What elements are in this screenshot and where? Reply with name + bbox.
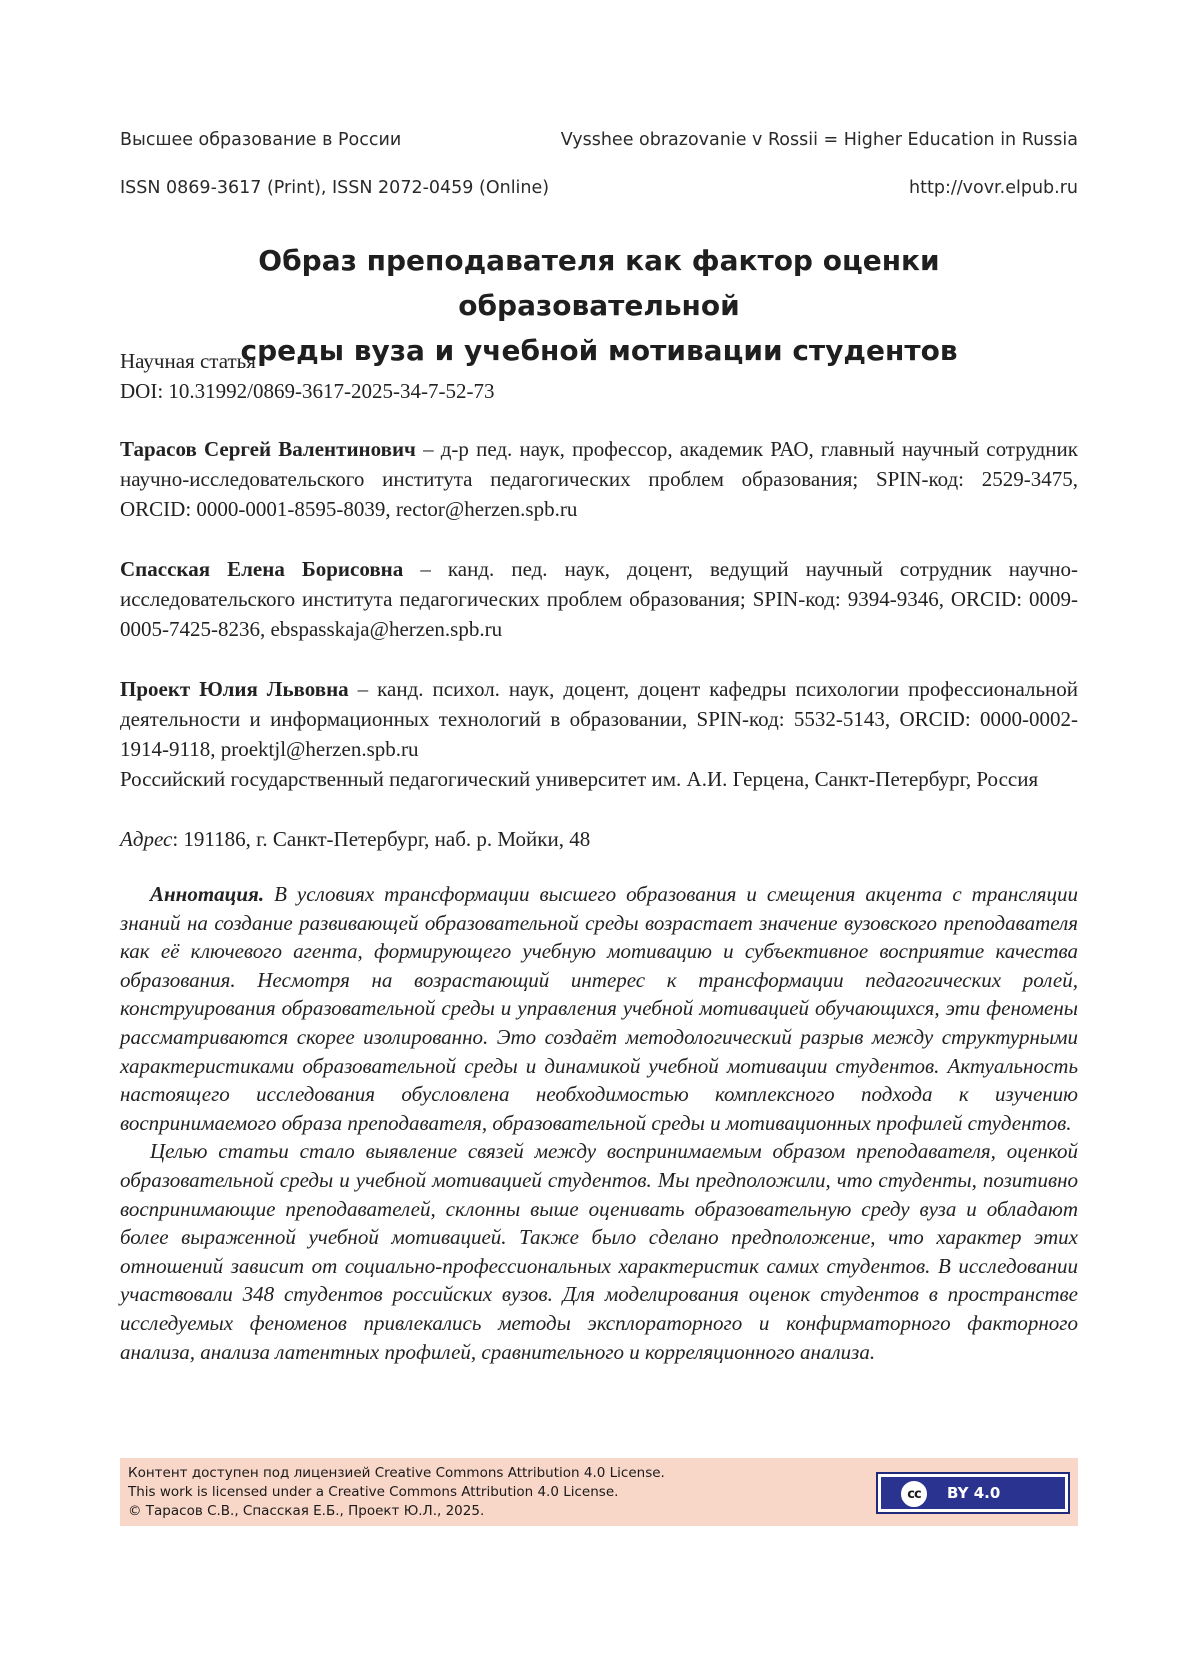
- journal-name-en: Vysshee obrazovanie v Rossii = Higher Education in Russia: [560, 130, 1078, 150]
- cc-by-badge[interactable]: [876, 1472, 1070, 1514]
- title-line-2: среды вуза и учебной мотивации студентов: [240, 334, 958, 367]
- address-value: : 191186, г. Санкт-Петербург, наб. р. Мойки, 48: [172, 827, 591, 851]
- copyright-line: © Тарасов С.В., Спасская Е.Б., Проект Ю.Л., 2025.: [128, 1503, 485, 1519]
- article-type: Научная статья: [120, 349, 256, 373]
- abstract-text-1: В условиях трансформации высшего образования и смещения акцента с трансляции знаний на создание развивающей образовательной среды возрастает значение вузовского преподавателя как её ключевого агента, формирующего учебную мотивацию и субъективное восприятие качества образования. Несмотря на возрастающий интерес к трансформации педагогических ролей, конструирования образовательной среды и управления учебной мотивацией обучающихся, эти феномены рассматриваются скорее изолированно. Это создаёт методологический разрыв между структурными характеристиками образовательной среды и динамикой учебной мотивации студентов. Актуальность настоящего исследования обусловлена необходимостью комплексного подхода к изучению воспринимаемого образа преподавателя, образовательной среды и мотивационных профилей студентов.: [120, 882, 1078, 1135]
- journal-name-ru: Высшее образование в России: [120, 130, 402, 150]
- author-name: Спасская Елена Борисовна: [120, 557, 404, 581]
- journal-header: [120, 130, 1078, 150]
- affiliation: Российский государственный педагогический университет им. А.И. Герцена, Санкт-Петербург, Россия: [120, 767, 1039, 791]
- license-text: [128, 1464, 665, 1521]
- cc-badge-label: BY 4.0: [947, 1484, 1001, 1502]
- author-name: Тарасов Сергей Валентинович: [120, 437, 416, 461]
- author-entry: [120, 434, 1078, 524]
- creative-commons-icon: cc: [899, 1479, 929, 1509]
- license-line-en: This work is licensed under a Creative Commons Attribution 4.0 License.: [128, 1484, 619, 1500]
- article-doi[interactable]: DOI: 10.31992/0869-3617-2025-34-7-52-73: [120, 379, 495, 403]
- author-entry: [120, 554, 1078, 644]
- cc-badge-body: [881, 1477, 1065, 1509]
- author-name: Проект Юлия Львовна: [120, 677, 349, 701]
- issn-header: [120, 178, 1078, 198]
- author-entry: [120, 674, 1078, 764]
- author-info: – канд. психол. наук, доцент, доцент кафедры психологии профессиональной деятельности и информационных технологий в образовании, SPIN-код: 5532-5143, ORCID: 0000-0002-1914-9118, proektjl@herzen.spb.ru: [120, 677, 1078, 761]
- license-line-ru: Контент доступен под лицензией Creative Commons Attribution 4.0 License.: [128, 1465, 665, 1481]
- abstract-paragraph-2: Целью статьи стало выявление связей между воспринимаемым образом преподавателя, оценкой образовательной среды и учебной мотивацией студентов. Мы предположили, что студенты, позитивно воспринимающие преподавателей, склонны выше оценивать образовательную среду вуза и обладают более выраженной учебной мотивацией. Также было сделано предположение, что характер этих отношений зависит от социально-профессиональных характеристик самих студентов. В исследовании участвовали 348 студентов российских вузов. Для моделирования оценок студентов в пространстве исследуемых феноменов привлекались методы эксплораторного и конфирматорного факторного анализа, анализа латентных профилей, сравнительного и корреляционного анализа.: [120, 1139, 1078, 1364]
- article-page: [120, 0, 1078, 1658]
- title-line-1: Образ преподавателя как фактор оценки образовательной: [258, 244, 940, 322]
- issn-text: ISSN 0869-3617 (Print), ISSN 2072-0459 (Online): [120, 178, 550, 198]
- address-label: Адрес: [120, 827, 173, 851]
- abstract-label: Аннотация.: [150, 882, 265, 906]
- license-box: [120, 1458, 1078, 1526]
- author-info: – канд. пед. наук, доцент, ведущий научный сотрудник научно-исследовательского института педагогических проблем образования; SPIN-код: 9394-9346, ORCID: 0009-0005-7425-8236, ebspasskaja@herzen.spb.ru: [120, 557, 1078, 641]
- author-info: – д-р пед. наук, профессор, академик РАО, главный научный сотрудник научно-исследовательского института педагогических проблем образования; SPIN-код: 2529-3475, ORCID: 0000-0001-8595-8039, rector@herzen.spb.ru: [120, 437, 1078, 521]
- journal-url[interactable]: http://vovr.elpub.ru: [909, 178, 1078, 198]
- abstract-paragraph-1: [120, 880, 1078, 1137]
- abstract: [120, 880, 1078, 1366]
- address: [120, 824, 1078, 854]
